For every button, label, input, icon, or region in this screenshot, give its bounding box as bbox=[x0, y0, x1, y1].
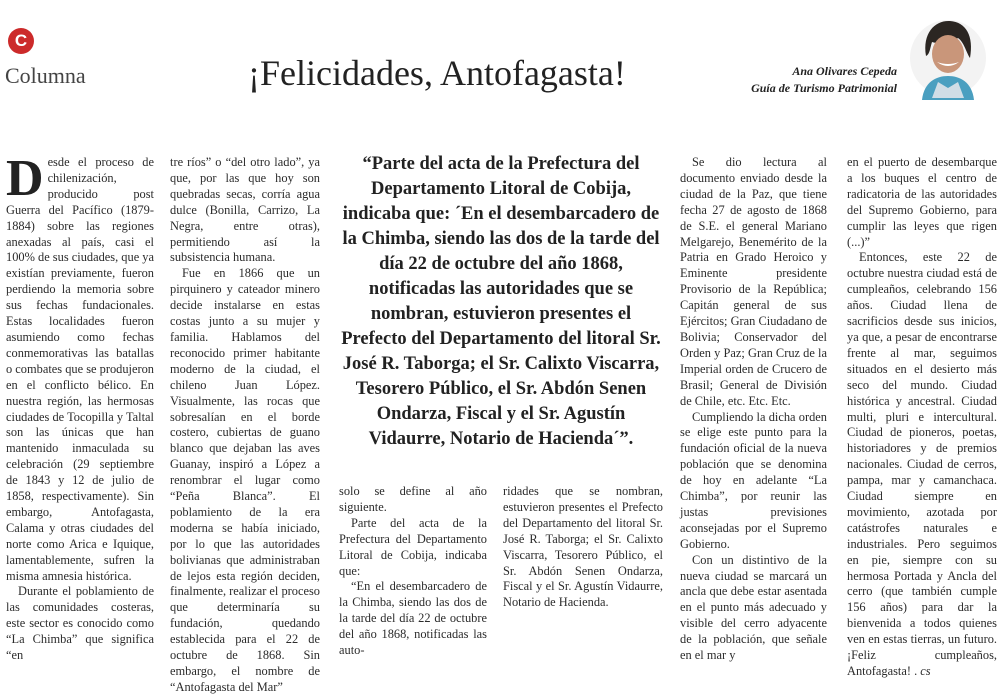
paragraph-text: Entonces, este 22 de octubre nuestra ciudad está de cumpleaños, celebrando 156 años. Ciudad llena de sacrificios desde sus inicios, ya que, a pesar de encontrarse frente al mar, seguimos situados en el desierto más seco del mundo. Ciudad histórica y ancestral. Ciudad multi, pluri e intercultural. Ciudad de pioneros, poetas, historiadores y de premios nacionales. Ciudad de cerros, pampa, mar y camanchaca. Ciudad siempre en movimiento, azotada por catástrofes naturales e industriales. Pero seguimos en pie, siempre con su hermosa Portada y Ancla del cerro (que también cumple 156 años) para dar la bienvenida a todos quienes ven en estas tierras, un futuro. ¡Feliz cumpleaños, Antofagasta! . bbox=[847, 250, 997, 678]
paragraph: solo se define al año siguiente. bbox=[339, 484, 487, 514]
paragraph: Parte del acta de la Prefectura del Departamento Litoral de Cobija, indicaba que: bbox=[339, 515, 487, 578]
article-title: ¡Felicidades, Antofagasta! bbox=[248, 53, 626, 93]
text-column-6 bbox=[847, 155, 997, 678]
text-column-3 bbox=[339, 484, 487, 658]
paragraph bbox=[847, 250, 997, 679]
text-column-2 bbox=[170, 155, 320, 694]
paragraph bbox=[6, 150, 154, 584]
drop-cap: D bbox=[6, 150, 44, 207]
paragraph: en el puerto de desembarque a los buques el centro de radicatoria de las autoridades del Supremo Gobierno, para cumplir las leyes que rigen (...)” bbox=[847, 155, 997, 249]
section-badge: C bbox=[8, 28, 34, 54]
paragraph-text: esde el proceso de chilenización, producido post Guerra del Pacífico (1879-1884) sobre las regiones anexadas al país, casi el 100% de sus ciudades, que ya existían previamente, fueron perdiendo la memoria sobre sus fechas fundacionales. Estas localidades fueron asumiendo como fechas conmemorativas las batallas o combates que se produjeron en el conflicto bélico. En nuestra región, las hermosas ciudades de Tocopilla y Taltal son las únicas que han mantenido inmaculada su celebración (29 septiembre de 1843 y 12 de julio de 1858, respectivamente). Sin embargo, Antofagasta, Calama y otras ciudades del norte como Arica e Iquique, lamentablemente, sufren la misma amnesia histórica. bbox=[6, 155, 154, 583]
pull-quote: “Parte del acta de la Prefectura del Departamento Litoral de Cobija, indicaba que: ´En el desembarcadero de la Chimba, siendo las dos de la tarde del día 22 de octubre del año 1868, notificadas las autoridades que se nombran, estuvieron presentes el Prefecto del Departamento del litoral Sr. José R. Taborga; el Sr. Calixto Viscarra, Tesorero Público, el Sr. Abdón Senen Ondarza, Fiscal y el Sr. Agustín Vidaurre, Notario de Hacienda´”. bbox=[341, 154, 661, 449]
end-mark: cs bbox=[920, 664, 931, 678]
paragraph: tre ríos” o “del otro lado”, ya que, por las que hoy son quebradas secas, corría agua dulce (Bonilla, Carrizo, La Negra, entre otras), permitiendo así la subsistencia humana. bbox=[170, 155, 320, 265]
paragraph: Con un distintivo de la nueva ciudad se marcará un ancla que debe estar asentada en el punto más adecuado y visible del cerro adyacente de la población, que señale en el mar y bbox=[680, 552, 827, 663]
text-column-1 bbox=[6, 150, 154, 663]
author-portrait bbox=[908, 12, 988, 102]
author-name: Ana Olivares Cepeda bbox=[792, 64, 897, 78]
text-column-4 bbox=[503, 484, 663, 611]
paragraph: “En el desembarcadero de la Chimba, siendo las dos de la tarde del día 22 de octubre del año 1868, notificadas las auto- bbox=[339, 579, 487, 658]
paragraph: Cumpliendo la dicha orden se elige este punto para la fundación oficial de la nueva población que se denomina de hoy en adelante “La Chimba”, por reunir las justas previsiones aconsejadas por el Supremo Gobierno. bbox=[680, 409, 827, 551]
section-label: Columna bbox=[5, 63, 86, 88]
text-column-5 bbox=[680, 155, 827, 663]
paragraph: Durante el poblamiento de las comunidades costeras, este sector es conocido como “La Chimba” que significa “en bbox=[6, 584, 154, 663]
author-role: Guía de Turismo Patrimonial bbox=[751, 81, 897, 95]
paragraph: ridades que se nombran, estuvieron presentes el Prefecto del Departamento del litoral Sr. José R. Taborga; el Sr. Calixto Viscarra, Tesorero Público, el Sr. Abdón Senen Ondarza, Fiscal y el Sr. Agustín Vidaurre, Notario de Hacienda. bbox=[503, 484, 663, 610]
paragraph: Fue en 1866 que un pirquinero y cateador minero decide instalarse en estas costas junto a su mujer y familia. Hablamos del reconocido primer habitante moderno de la ciudad, el chileno Juan López. Visualmente, las rocas que sobresalían en el borde costero, cubiertas de guano blanco que dejaban las aves Guanay, inspiró a López a renombrar el lugar como “Peña Blanca”. El poblamiento de la era moderna se había iniciado, por lo que las autoridades bolivianas que administraban de lejos esta región deciden, finalmente, realizar el proceso que determinaría su fundación, quedando establecida para el 22 de octubre de 1868. Sin embargo, el nombre de “Antofagasta del Mar” bbox=[170, 266, 320, 694]
paragraph: Se dio lectura al documento enviado desde la ciudad de la Paz, que tiene fecha 27 de agosto de 1868 de S.E. el general Mariano Melgarejo, Benemérito de la Patria en Grado Heroico y Eminente presidente Provisorio de la República; Capitán general de sus Ejércitos; Gran Ciudadano de Bolivia; Conservador del Orden y Paz; Gran Cruz de la Imperial orden de Crucero de Brasil; General de División de Chile, etc. Etc. Etc. bbox=[680, 155, 827, 408]
author-block bbox=[751, 63, 897, 97]
